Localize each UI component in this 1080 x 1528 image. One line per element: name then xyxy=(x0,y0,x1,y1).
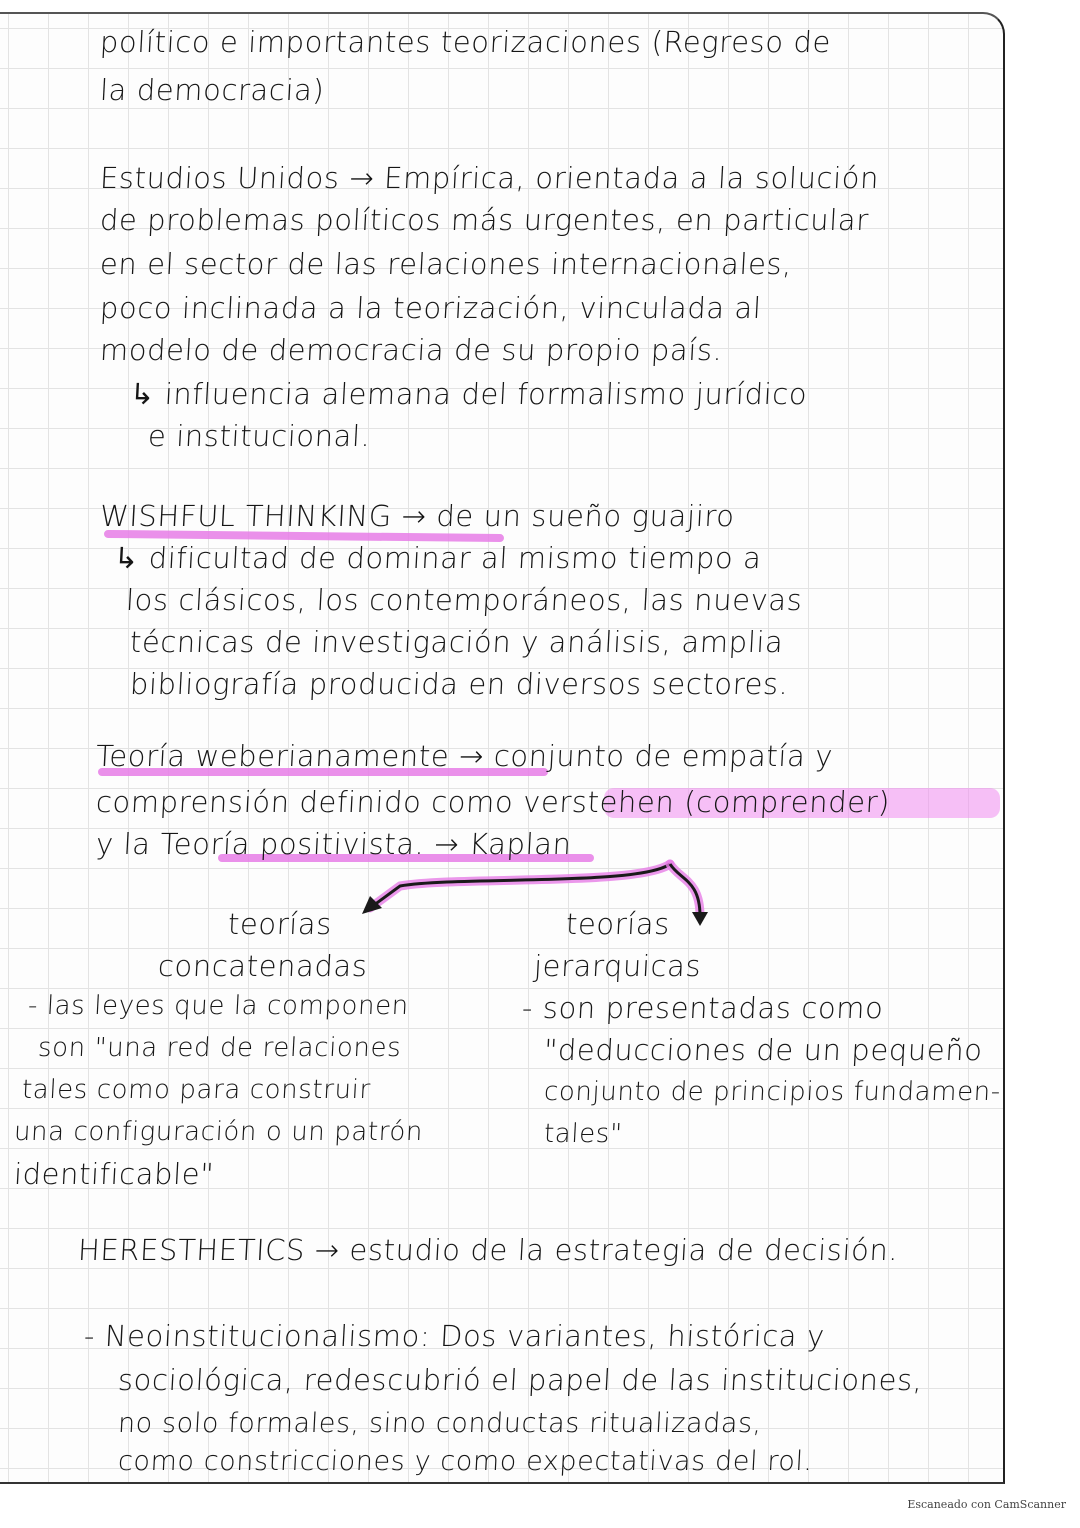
eu-heading-line xyxy=(99,158,880,198)
tw-label: Teoría weberianamente xyxy=(95,739,451,773)
tw-text-1: conjunto de empatía y xyxy=(493,739,834,773)
neo-line-3: no solo formales, sino conductas ritualizadas, xyxy=(117,1408,763,1439)
left-branch-title-2: concatenadas xyxy=(157,949,369,983)
right-branch-body-1: - son presentadas como xyxy=(521,991,885,1025)
left-branch-title-1: teorías xyxy=(227,907,333,941)
tw-text-3a: y la xyxy=(95,827,152,861)
heresthetics-line xyxy=(77,1230,899,1270)
arrow-right-icon: → xyxy=(400,499,428,533)
wt-line-4: técnicas de investigación y análisis, amplia xyxy=(129,625,785,659)
wt-line-3: los clásicos, los contemporáneos, las nuevas xyxy=(125,583,804,617)
tw-text-kaplan: → Kaplan xyxy=(433,827,573,861)
left-branch-body-2: son "una red de relaciones xyxy=(37,1033,403,1063)
eu-line-6: ↳ influencia alemana del formalismo jurídico xyxy=(129,377,809,411)
wt-label: WISHFUL THINKING xyxy=(99,499,393,533)
right-branch-body-4: tales" xyxy=(543,1119,624,1149)
scanner-watermark: Escaneado con CamScanner xyxy=(907,1498,1066,1511)
tw-line-2 xyxy=(95,782,891,822)
heresthetics-text: estudio de la estrategia de decisión. xyxy=(348,1233,900,1267)
arrow-right-icon: → xyxy=(348,161,376,195)
intro-line-1: político e importantes teorizaciones (Regreso de xyxy=(99,25,832,59)
heresthetics-label: HERESTHETICS xyxy=(77,1233,306,1267)
eu-line-4: poco inclinada a la teorización, vinculada al xyxy=(99,291,763,325)
left-branch-body-1: - las leyes que la componen xyxy=(27,991,410,1021)
right-branch-body-3: conjunto de principios fundamen- xyxy=(543,1077,1002,1107)
tw-text-positivista: Teoría positivista. xyxy=(159,827,426,861)
eu-line-5: modelo de democracia de su propio país. xyxy=(99,333,724,367)
wt-text-1: de un sueño guajiro xyxy=(435,499,736,533)
intro-line-2: la democracia) xyxy=(99,73,326,107)
arrow-right-icon: → xyxy=(313,1233,341,1267)
wt-heading-line xyxy=(99,496,736,536)
eu-line-3: en el sector de las relaciones internacionales, xyxy=(99,247,794,281)
tw-text-verstehen: verstehen (comprender) xyxy=(522,785,892,819)
right-branch-body-2: "deducciones de un pequeño xyxy=(543,1033,984,1067)
wt-line-2: ↳ dificultad de dominar al mismo tiempo a xyxy=(113,541,763,575)
eu-text-1: Empírica, orientada a la solución xyxy=(383,161,881,195)
tw-heading-line xyxy=(95,736,834,776)
right-branch-title-1: teorías xyxy=(565,907,671,941)
neo-line-1: - Neoinstitucionalismo: Dos variantes, histórica y xyxy=(83,1319,826,1353)
left-branch-body-3: tales como para construir xyxy=(21,1075,372,1105)
right-branch-title-2: jerarquicas xyxy=(533,949,703,983)
neo-line-2: sociológica, redescubrió el papel de las instituciones, xyxy=(117,1363,924,1397)
tw-text-2a: comprensión definido como xyxy=(95,785,515,819)
left-branch-body-4: una configuración o un patrón xyxy=(13,1117,424,1147)
neo-line-4: como constricciones y como expectativas del rol. xyxy=(117,1446,814,1477)
arrow-right-icon: → xyxy=(458,739,485,773)
eu-line-2: de problemas políticos más urgentes, en particular xyxy=(99,203,870,237)
wt-line-5: bibliografía producida en diversos sectores. xyxy=(129,667,790,701)
left-branch-body-5: identificable" xyxy=(13,1157,216,1191)
eu-line-7: e institucional. xyxy=(147,419,372,453)
eu-label: Estudios Unidos xyxy=(99,161,341,195)
